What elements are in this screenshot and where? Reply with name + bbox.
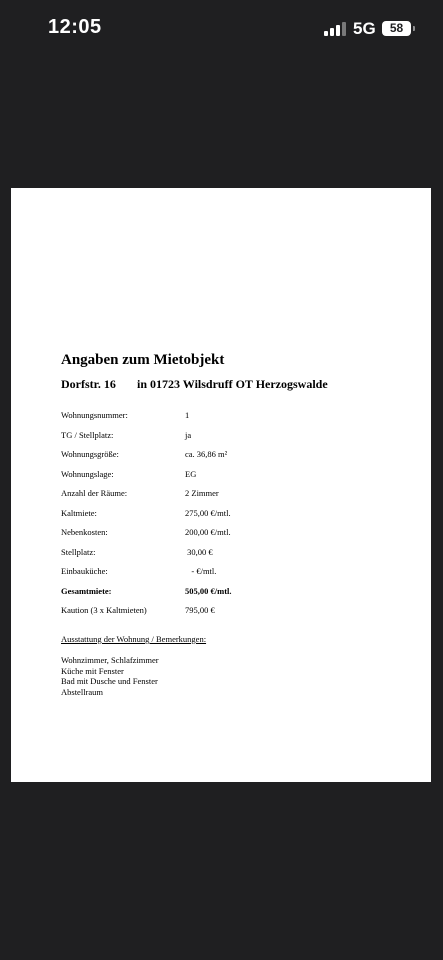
detail-row-deposit [61,605,401,619]
detail-label: Wohnungsnummer: [61,410,128,420]
detail-value: 2 Zimmer [185,488,219,498]
detail-row-apartment-number [61,410,401,424]
features-list [61,655,159,697]
detail-label: TG / Stellplatz: [61,429,114,440]
feature-item: Bad mit Dusche und Fenster [61,676,158,686]
detail-value: 505,00 €/mtl. [185,585,232,596]
detail-label: Kaltmiete: [61,507,97,518]
detail-row-service-charges [61,527,401,541]
detail-label: Stellplatz: [61,546,96,557]
status-time: 12:05 [48,16,102,38]
detail-label: Wohnungsgröße: [61,449,119,459]
features-heading: Ausstattung der Wohnung / Bemerkungen: [61,634,207,644]
detail-value: EG [185,468,197,479]
detail-row-parking-fee [61,547,401,561]
detail-label: Anzahl der Räume: [61,488,128,498]
detail-value: 30,00 € [185,546,213,557]
document-page [11,188,431,782]
detail-value: - €/mtl. [185,566,217,576]
feature-item: Abstellraum [61,686,104,697]
battery-icon: 58 [382,21,411,36]
address-street: Dorfstr. 16 [61,377,116,391]
detail-value: 1 [185,410,190,420]
feature-item: Küche mit Fenster [61,665,124,676]
document-title: Angaben zum Mietobjekt [61,352,225,368]
detail-row-parking [61,430,401,444]
property-address [61,377,328,392]
signal-icon [324,22,346,36]
detail-label: Gesamtmiete: [61,585,112,596]
detail-row-total-rent [61,586,401,600]
detail-row-rooms [61,488,401,502]
detail-label: Nebenkosten: [61,527,108,537]
detail-value: ja [185,429,192,440]
detail-value: 275,00 €/mtl. [185,507,231,518]
detail-row-floor [61,469,401,483]
network-label: 5G [353,19,376,38]
detail-value: ca. 36,86 m² [185,449,228,459]
detail-label: Wohnungslage: [61,468,114,479]
detail-row-kitchen [61,566,401,580]
detail-label: Kaution (3 x Kaltmieten) [61,605,147,615]
status-bar [0,0,443,60]
detail-row-base-rent [61,508,401,522]
detail-label: Einbauküche: [61,566,108,576]
detail-value: 200,00 €/mtl. [185,527,231,537]
address-city: in 01723 Wilsdruff OT Herzogswalde [137,377,328,391]
feature-item: Wohnzimmer, Schlafzimmer [61,655,159,665]
detail-value: 795,00 € [185,605,215,615]
detail-row-size [61,449,401,463]
